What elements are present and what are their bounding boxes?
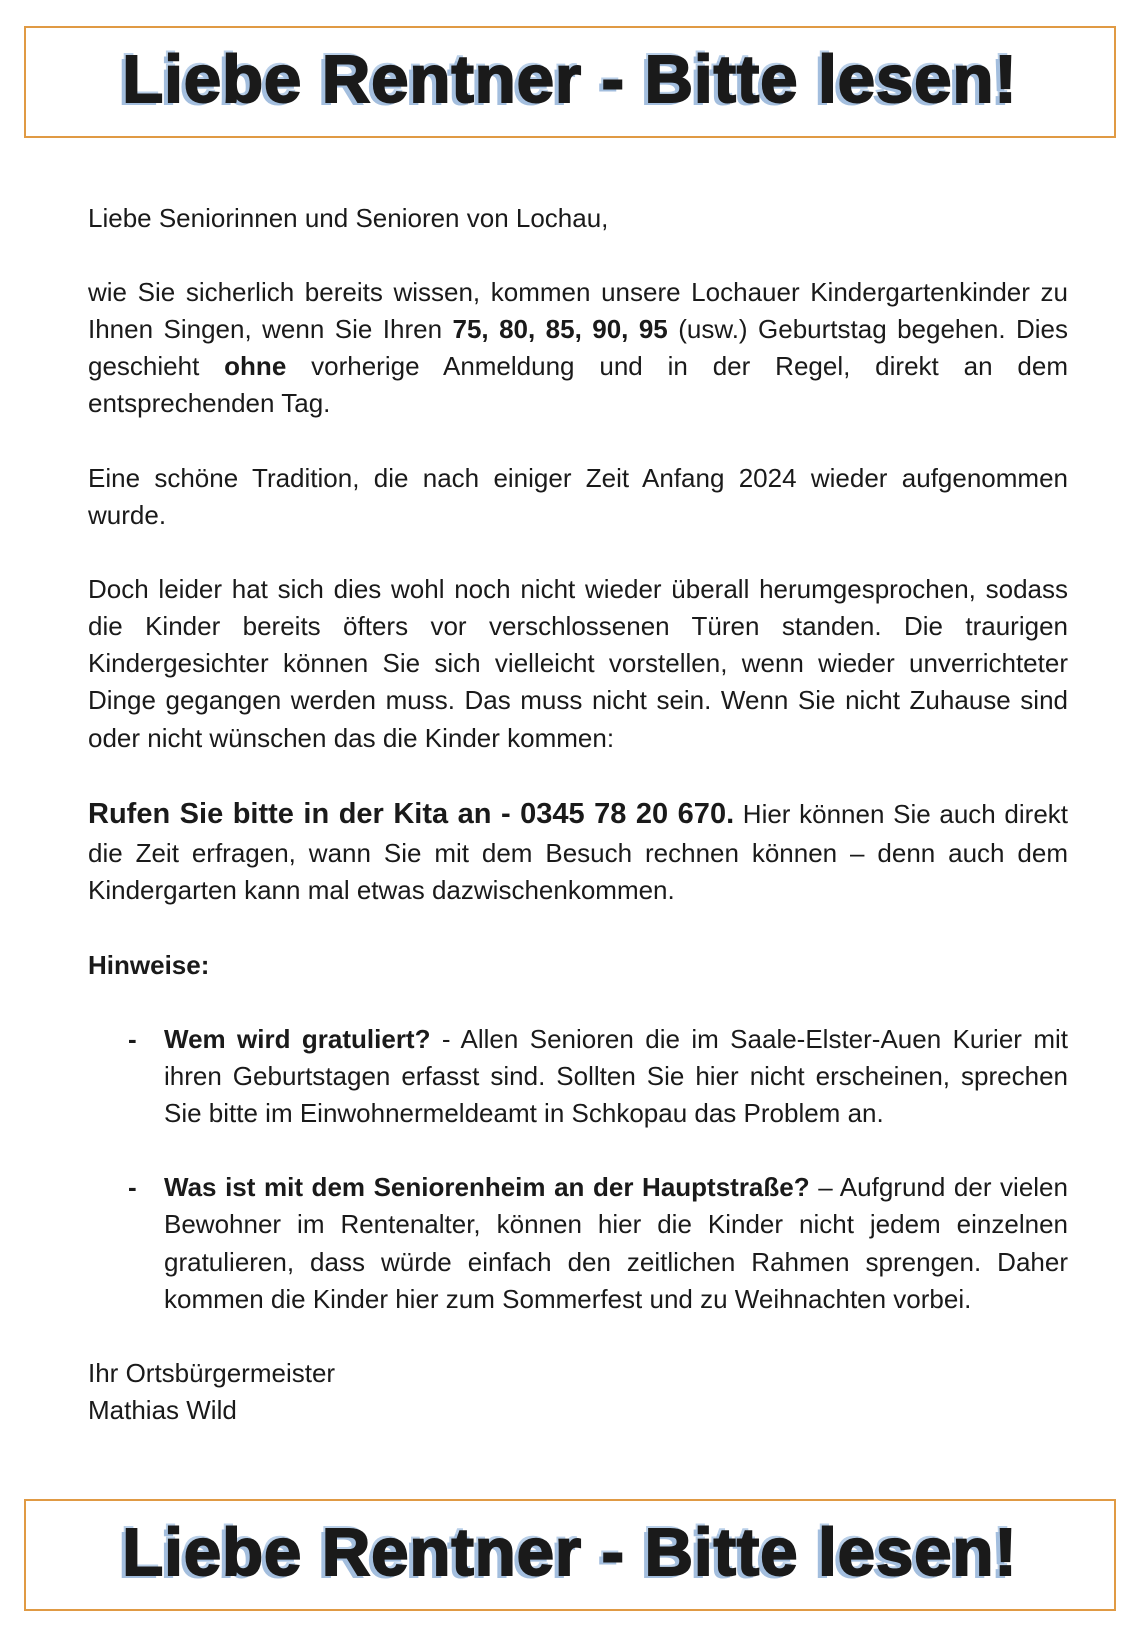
bullet-text [164, 1021, 1068, 1133]
text-segment: – Aufgrund der vielen Bewohner im Rentenalter, können hier die Kinder nicht jedem einzelnen gratulieren, dass würde einfach den zeitlichen Rahmen sprengen. Daher kommen die Kinder hier zum Sommerfest und zu Weihnachten vorbei. [164, 1172, 1068, 1314]
text-segment: vorherige Anmeldung und in der Regel, direkt an dem entsprechenden Tag. [88, 351, 1068, 419]
list-item-wem-wird-gratuliert [128, 1021, 1068, 1133]
footer-banner-title: Liebe Rentner - Bitte lesen! [122, 1515, 1018, 1591]
hinweise-heading [88, 947, 1068, 984]
text-segment-bold-ohne: ohne [224, 351, 287, 382]
text-segment: (usw.) Geburtstag begehen. Dies geschieht [88, 314, 1069, 382]
header-banner [24, 26, 1116, 138]
bullet-text [164, 1169, 1068, 1318]
text-segment: wie Sie sicherlich bereits wissen, kommen unsere Lochauer Kindergartenkinder zu Ihnen Singen, wenn Sie Ihren [88, 276, 1068, 345]
letter-body [0, 138, 1140, 1430]
footer-banner [24, 1499, 1116, 1611]
paragraph-kita-phone [88, 794, 1068, 910]
text-segment-bold-ages: 75, 80, 85, 90, 95 [452, 314, 668, 345]
signature-role: Ihr Ortsbürgermeister [88, 1358, 336, 1388]
text-segment: - Allen Senioren die im Saale-Elster-Auen Kurier mit ihren Geburtstagen erfasst sind. Sollten Sie hier nicht erscheinen, sprechen Sie bitte im Einwohnermeldeamt in Schkopau das Problem an. [164, 1023, 1069, 1129]
text-segment: Hier können Sie auch direkt die Zeit erfragen, wann Sie mit dem Besuch rechnen können – denn auch dem Kindergarten kann mal etwas dazwischenkommen. [88, 798, 1068, 906]
paragraph-tradition: Eine schöne Tradition, die nach einiger Zeit Anfang 2024 wieder aufgenommen wurde. [88, 462, 1068, 530]
hinweise-label: Hinweise: [88, 949, 210, 980]
kita-phone-number: Rufen Sie bitte in der Kita an - 0345 78 20 670. [88, 797, 735, 830]
header-banner-title: Liebe Rentner - Bitte lesen! [122, 42, 1018, 117]
signature-name: Mathias Wild [88, 1395, 237, 1426]
list-item-seniorenheim [128, 1169, 1068, 1318]
text-segment-bold: Wem wird gratuliert? [164, 1023, 431, 1054]
paragraph-birthday-visits [88, 274, 1068, 423]
text-segment-bold: Was ist mit dem Seniorenheim an der Hauptstraße? [164, 1172, 810, 1203]
bullet-dash: - [128, 1172, 137, 1203]
paragraph-closed-doors: Doch leider hat sich dies wohl noch nicht wieder überall herumgesprochen, sodass die Kinder bereits öfters vor verschlossenen Türen standen. Die traurigen Kindergesichter können Sie sich vielleicht vorstellen, wenn wieder unverrichteter Dinge gegangen werden muss. Das muss nicht sein. Wenn Sie nicht Zuhause sind oder nicht wünschen das die Kinder kommen: [88, 573, 1068, 753]
salutation: Liebe Seniorinnen und Senioren von Lochau, [88, 202, 609, 233]
hinweise-list [128, 1021, 1068, 1318]
bullet-dash: - [128, 1023, 137, 1054]
signature-block [88, 1355, 1068, 1429]
